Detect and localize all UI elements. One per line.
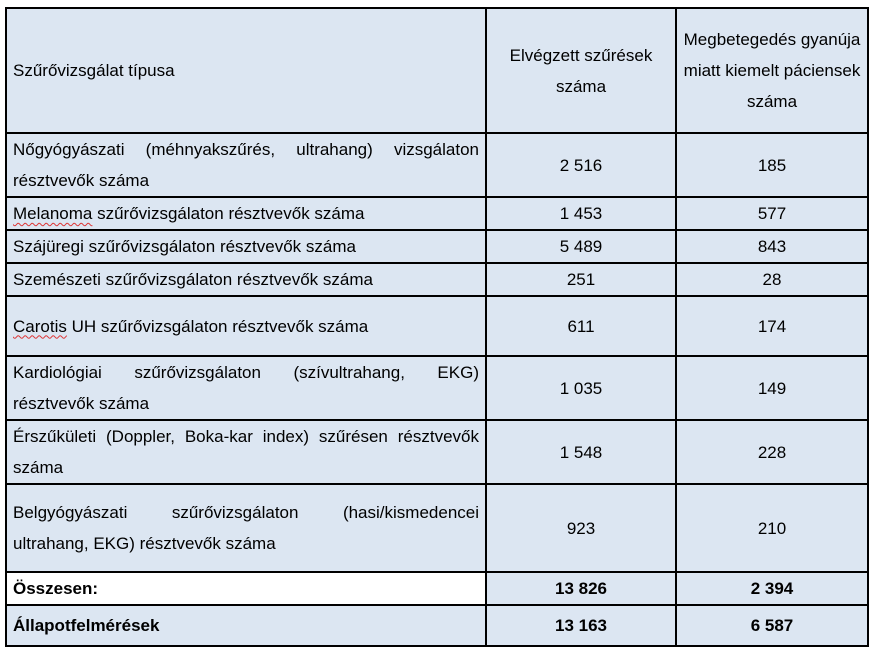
assessment-done: 13 163 xyxy=(486,605,676,646)
row-label: Kardiológiai szűrővizsgálaton (szívultrahang, EKG) résztvevők száma xyxy=(6,356,486,420)
row-flagged: 210 xyxy=(676,484,868,572)
row-label: Szájüregi szűrővizsgálaton résztvevők száma xyxy=(6,230,486,263)
table-header-row xyxy=(6,8,868,133)
row-label: Érszűkületi (Doppler, Boka-kar index) szűrésen résztvevők száma xyxy=(6,420,486,484)
table-row xyxy=(6,133,868,197)
row-label: Nőgyógyászati (méhnyakszűrés, ultrahang) vizsgálaton résztvevők száma xyxy=(6,133,486,197)
row-flagged: 149 xyxy=(676,356,868,420)
spellcheck-word: Carotis xyxy=(13,316,67,336)
table-row xyxy=(6,420,868,484)
row-label: Szemészeti szűrővizsgálaton résztvevők száma xyxy=(6,263,486,296)
table-row xyxy=(6,356,868,420)
screening-table xyxy=(5,7,869,647)
table-row xyxy=(6,263,868,296)
row-done: 5 489 xyxy=(486,230,676,263)
header-flagged-count: Megbetegedés gyanúja miatt kiemelt páciensek száma xyxy=(676,8,868,133)
assessment-row xyxy=(6,605,868,646)
assessment-label: Állapotfelmérések xyxy=(6,605,486,646)
table-row xyxy=(6,296,868,356)
assessment-flagged: 6 587 xyxy=(676,605,868,646)
row-done: 1 035 xyxy=(486,356,676,420)
table-row xyxy=(6,484,868,572)
header-screening-type: Szűrővizsgálat típusa xyxy=(6,8,486,133)
spellcheck-word: Melanoma xyxy=(13,204,93,223)
row-flagged: 228 xyxy=(676,420,868,484)
total-flagged: 2 394 xyxy=(676,572,868,605)
row-label: Belgyógyászati szűrővizsgálaton (hasi/kismedencei ultrahang, EKG) résztvevők száma xyxy=(6,484,486,572)
row-done: 1 453 xyxy=(486,197,676,230)
row-flagged: 577 xyxy=(676,197,868,230)
row-flagged: 843 xyxy=(676,230,868,263)
total-row xyxy=(6,572,868,605)
row-label: Carotis UH szűrővizsgálaton résztvevők száma xyxy=(6,296,486,356)
row-done: 251 xyxy=(486,263,676,296)
header-done-count: Elvégzett szűrések száma xyxy=(486,8,676,133)
total-label: Összesen: xyxy=(6,572,486,605)
total-done: 13 826 xyxy=(486,572,676,605)
row-done: 2 516 xyxy=(486,133,676,197)
row-label: Melanoma szűrővizsgálaton résztvevők száma xyxy=(6,197,486,230)
row-flagged: 28 xyxy=(676,263,868,296)
row-done: 923 xyxy=(486,484,676,572)
row-done: 611 xyxy=(486,296,676,356)
table-row xyxy=(6,230,868,263)
row-done: 1 548 xyxy=(486,420,676,484)
row-flagged: 174 xyxy=(676,296,868,356)
table-row xyxy=(6,197,868,230)
row-flagged: 185 xyxy=(676,133,868,197)
